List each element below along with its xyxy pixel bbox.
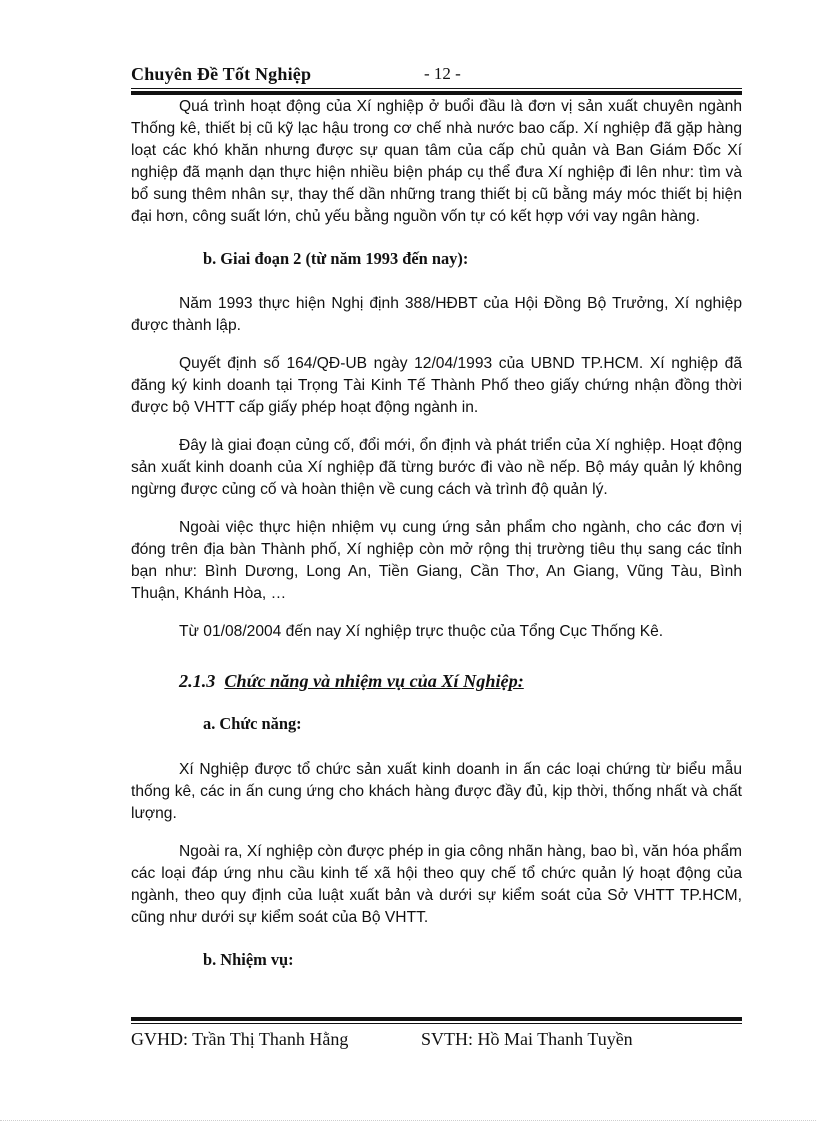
paragraph-market-expansion: Ngoài việc thực hiện nhiệm vụ cung ứng sản phẩm cho ngành, cho các đơn vị đóng trên địa bàn Thành phố, Xí nghiệp còn mở rộng thị trường tiêu thụ sang các tỉnh bạn như: Bình Dương, Long An, Tiền Giang, Cần Thơ, An Giang, Vũng Tàu, Bình Thuận, Khánh Hòa, … <box>131 519 742 602</box>
paragraph-functions: Xí Nghiệp được tổ chức sản xuất kinh doanh in ấn các loại chứng từ biểu mẫu thống kê, các in ấn cung ứng cho khách hàng được đầy đủ, kịp thời, thống nhất và chất lượng. <box>131 761 742 822</box>
section-number: 2.1.3 <box>179 671 216 691</box>
header-rule-thin <box>131 88 742 89</box>
heading-duties: b. Nhiệm vụ: <box>203 950 294 969</box>
heading-functions: a. Chức năng: <box>203 714 302 733</box>
header-title: Chuyên Đề Tốt Nghiệp <box>131 64 312 84</box>
section-heading-2-1-3 <box>131 670 742 692</box>
page-edge-divider <box>0 1120 816 1121</box>
paragraph-decision-164: Quyết định số 164/QĐ-UB ngày 12/04/1993 của UBND TP.HCM. Xí nghiệp đã đăng ký kinh doanh tại Trọng Tài Kinh Tế Thành Phố theo giấy chứng nhận đồng thời được bộ VHTT cấp giấy phép hoạt động ngành in. <box>131 355 742 416</box>
heading-stage-2: b. Giai đoạn 2 (từ năm 1993 đến nay): <box>203 249 469 268</box>
paragraph-affiliation-2004: Từ 01/08/2004 đến nay Xí nghiệp trực thuộc của Tổng Cục Thống Kê. <box>179 623 664 640</box>
footer-rule-thin <box>131 1023 742 1024</box>
footer-rule-thick <box>131 1017 742 1021</box>
paragraph-additional-printing: Ngoài ra, Xí nghiệp còn được phép in gia công nhãn hàng, bao bì, văn hóa phẩm các loại đáp ứng nhu cầu kinh tế xã hội theo quy chế tổ chức quản lý hoạt động của ngành, theo quy định của luật xuất bản và dưới sự kiểm soát của Sở VHTT TP.HCM, cũng như dưới sự kiểm soát của Bộ VHTT. <box>131 843 742 926</box>
footer-student: SVTH: Hồ Mai Thanh Tuyền <box>421 1029 633 1049</box>
page-number: - 12 - <box>424 64 461 83</box>
paragraph-consolidation: Đây là giai đoạn củng cố, đổi mới, ổn định và phát triển của Xí nghiệp. Hoạt động sản xuất kinh doanh của Xí nghiệp đã từng bước đi vào nề nếp. Bộ máy quản lý không ngừng được củng cố và hoàn thiện về cung cách và trình độ quản lý. <box>131 437 742 498</box>
section-title: Chức năng và nhiệm vụ của Xí Nghiệp: <box>224 671 524 691</box>
footer-advisor: GVHD: Trần Thị Thanh Hằng <box>131 1029 349 1049</box>
body-text <box>131 96 742 971</box>
header-rule-thick <box>131 91 742 95</box>
paragraph-decree-1993: Năm 1993 thực hiện Nghị định 388/HĐBT của Hội Đồng Bộ Trưởng, Xí nghiệp được thành lập. <box>131 295 742 334</box>
paragraph-early-stage: Quá trình hoạt động của Xí nghiệp ở buổi đầu là đơn vị sản xuất chuyên ngành Thống kê, thiết bị cũ kỹ lạc hậu trong cơ chế nhà nước bao cấp. Xí nghiệp đã gặp hàng loạt các khó khăn nhưng được sự quan tâm của cấp chủ quản và Ban Giám Đốc Xí nghiệp đã mạnh dạn thực hiện nhiều biện pháp cụ thể đưa Xí nghiệp đi lên như: tìm và bổ sung thêm nhân sự, thay thế dần những trang thiết bị cũ bằng máy móc thiết bị hiện đại hơn, công suất lớn, chủ yếu bằng nguồn vốn tự có kết hợp với vay ngân hàng. <box>131 98 742 225</box>
